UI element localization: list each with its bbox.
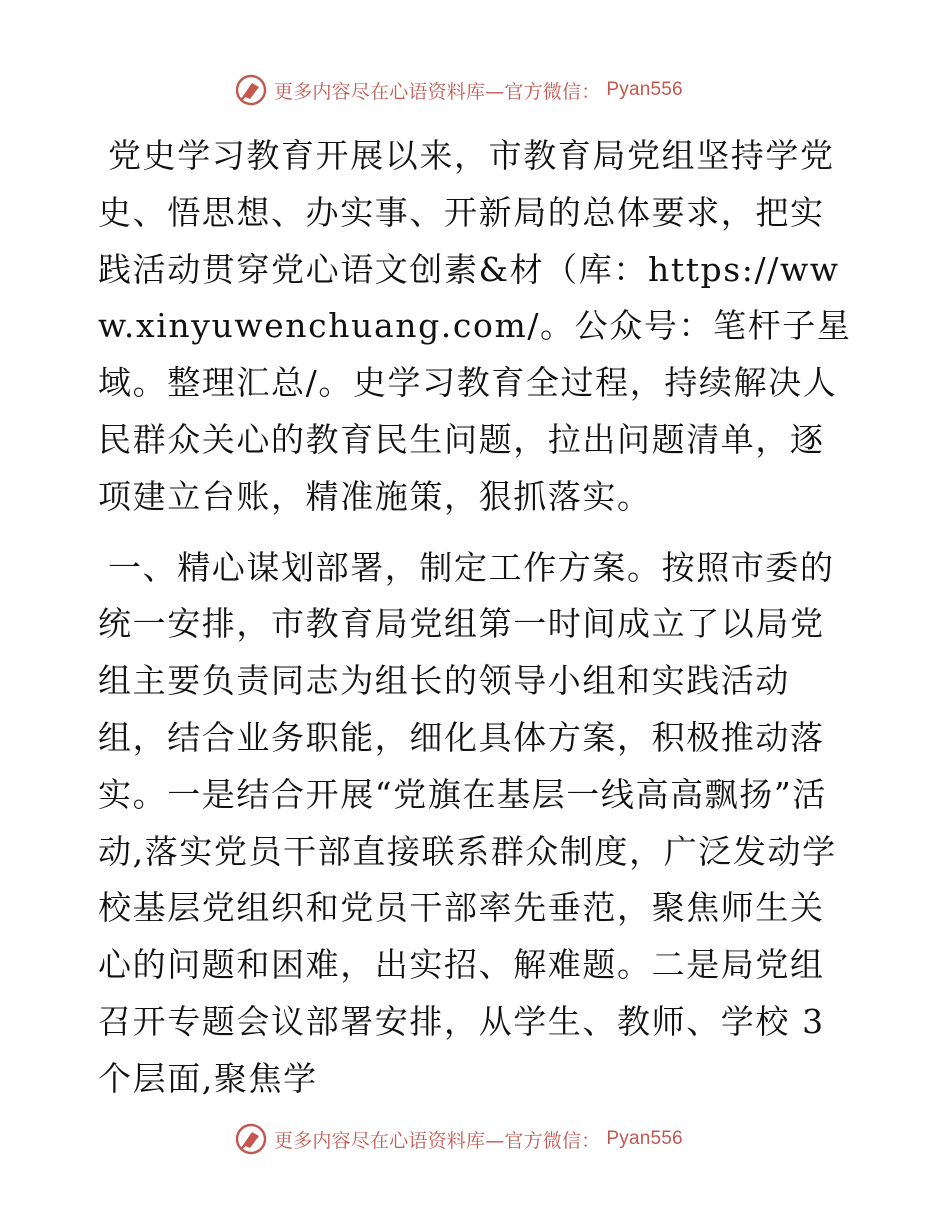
paragraph-intro: 党史学习教育开展以来，市教育局党组坚持学党史、悟思想、办实事、开新局的总体要求，把实践活动贯穿党心语文创素&材（库：https://www.xinyuwenchuang.com/。公众号：笔杆子星域。整理汇总/。史学习教育全过程，持续解决人民群众关心的教育民生问题，拉出问题清单，逐项建立台账，精准施策，狠抓落实。 — [98, 136, 852, 516]
header-watermark — [234, 73, 683, 107]
watermark-logo-icon — [234, 1122, 268, 1156]
watermark-text: 更多内容尽在心语资料库—官方微信： — [274, 1129, 601, 1152]
footer-watermark — [234, 1122, 683, 1156]
watermark-logo-icon — [234, 73, 268, 107]
document-body — [98, 128, 853, 1108]
watermark-account: Pyan556 — [606, 79, 683, 100]
paragraph-section-one: 一、精心谋划部署，制定工作方案。按照市委的统一安排，市教育局党组第一时间成立了以局党组主要负责同志为组长的领导小组和实践活动组，结合业务职能，细化具体方案，积极推动落实。一是结合开展“党旗在基层一线高高飘扬”活动,落实党员干部直接联系群众制度，广泛发动学校基层党组织和党员干部率先垂范，聚焦师生关心的问题和困难，出实招、解难题。二是局党组召开专题会议部署安排，从学生、教师、学校 3 个层面,聚焦学 — [98, 547, 837, 1098]
watermark-text: 更多内容尽在心语资料库—官方微信： — [274, 80, 601, 103]
watermark-account: Pyan556 — [606, 1128, 683, 1149]
